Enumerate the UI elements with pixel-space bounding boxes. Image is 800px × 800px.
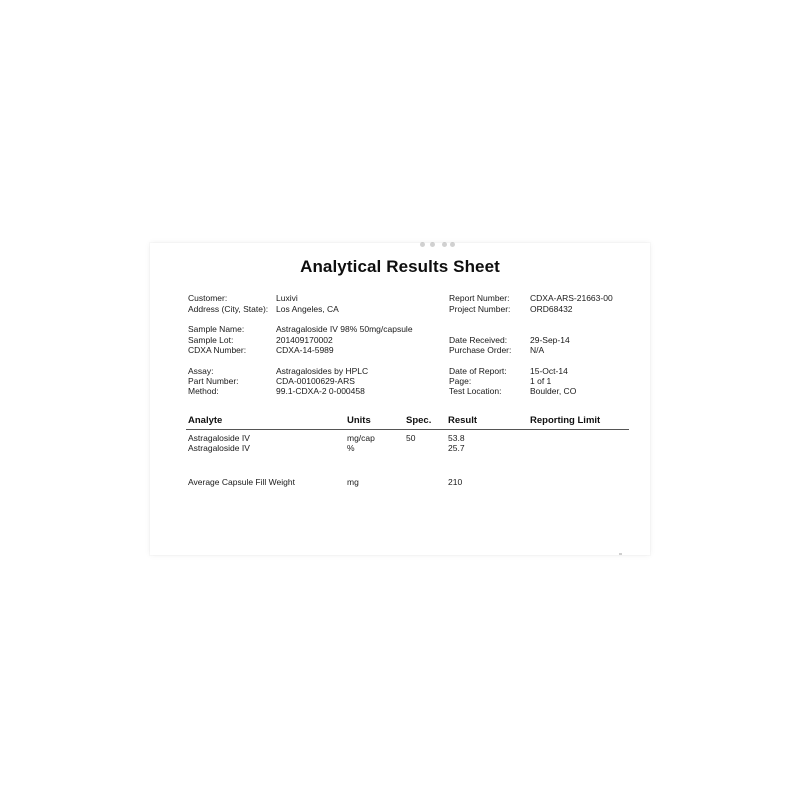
customer-label: Customer: <box>188 293 228 303</box>
address-label: Address (City, State): <box>188 304 269 314</box>
assay-label: Assay: <box>188 366 214 376</box>
cdxa-number-value: CDXA-14-5989 <box>276 345 334 355</box>
col-header-analyte: Analyte <box>188 415 223 426</box>
table-row-2-analyte: Astragaloside IV <box>188 443 250 453</box>
table-row-3-analyte: Average Capsule Fill Weight <box>188 477 295 487</box>
col-header-reporting-limit: Reporting Limit <box>530 415 601 426</box>
date-of-report-value: 15-Oct-14 <box>530 366 568 376</box>
project-number-value: ORD68432 <box>530 304 573 314</box>
logo-fragment-icon <box>418 240 456 249</box>
col-header-units: Units <box>347 415 371 426</box>
table-row-3-units: mg <box>347 477 359 487</box>
sample-lot-label: Sample Lot: <box>188 335 234 345</box>
page-corner-mark <box>619 553 622 555</box>
sample-name-label: Sample Name: <box>188 324 245 334</box>
customer-value: Luxivi <box>276 293 298 303</box>
purchase-order-label: Purchase Order: <box>449 345 512 355</box>
table-row-3-result: 210 <box>448 477 463 487</box>
date-of-report-label: Date of Report: <box>449 366 507 376</box>
results-sheet <box>150 243 650 555</box>
sample-name-value: Astragaloside IV 98% 50mg/capsule <box>276 324 413 334</box>
table-row-1-units: mg/cap <box>347 433 375 443</box>
col-header-result: Result <box>448 415 478 426</box>
method-label: Method: <box>188 386 219 396</box>
table-row-1-result: 53.8 <box>448 433 465 443</box>
report-number-label: Report Number: <box>449 293 510 303</box>
date-received-value: 29-Sep-14 <box>530 335 570 345</box>
page-label: Page: <box>449 376 472 386</box>
test-location-value: Boulder, CO <box>530 386 577 396</box>
part-number-value: CDA-00100629-ARS <box>276 376 355 386</box>
date-received-label: Date Received: <box>449 335 508 345</box>
document-title: Analytical Results Sheet <box>300 257 500 276</box>
purchase-order-value: N/A <box>530 345 545 355</box>
cdxa-number-label: CDXA Number: <box>188 345 247 355</box>
assay-value: Astragalosides by HPLC <box>276 366 369 376</box>
page-value: 1 of 1 <box>530 376 552 386</box>
address-value: Los Angeles, CA <box>276 304 339 314</box>
table-row-1-spec: 50 <box>406 433 416 443</box>
table-row-2-result: 25.7 <box>448 443 465 453</box>
col-header-spec: Spec. <box>406 415 432 426</box>
sample-lot-value: 201409170002 <box>276 335 333 345</box>
test-location-label: Test Location: <box>449 386 502 396</box>
project-number-label: Project Number: <box>449 304 511 314</box>
table-row-1-analyte: Astragaloside IV <box>188 433 250 443</box>
table-header-rule <box>186 429 629 430</box>
report-number-value: CDXA-ARS-21663-00 <box>530 293 613 303</box>
method-value: 99.1-CDXA-2 0-000458 <box>276 386 365 396</box>
table-row-2-units: % <box>347 443 355 453</box>
part-number-label: Part Number: <box>188 376 239 386</box>
